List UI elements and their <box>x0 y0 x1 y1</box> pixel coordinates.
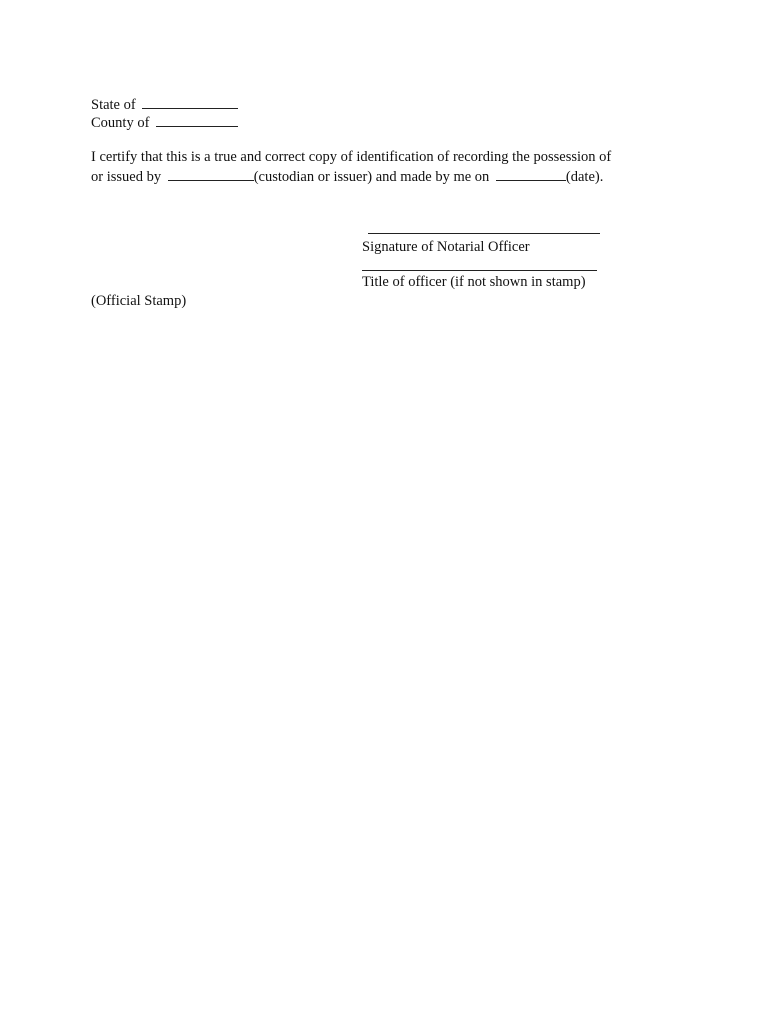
certification-line-1: I certify that this is a true and correct copy of identification of recording the possession of <box>91 149 612 165</box>
state-line <box>91 94 238 114</box>
county-line <box>91 112 238 132</box>
official-stamp-label: (Official Stamp) <box>91 293 187 309</box>
signature-label: Signature of Notarial Officer <box>362 239 530 255</box>
certification-line-2 <box>91 166 603 186</box>
date-blank-field[interactable] <box>496 166 566 181</box>
county-blank-field[interactable] <box>156 112 238 127</box>
title-line[interactable] <box>362 270 597 271</box>
title-label: Title of officer (if not shown in stamp) <box>362 274 586 290</box>
issued-by-label: or issued by <box>91 169 162 185</box>
state-label: State of <box>91 97 136 113</box>
signature-line[interactable] <box>368 233 600 234</box>
custodian-blank-field[interactable] <box>168 166 254 181</box>
county-label: County of <box>91 115 150 131</box>
date-label: (date). <box>565 169 604 185</box>
state-blank-field[interactable] <box>142 94 238 109</box>
custodian-issuer-label: (custodian or issuer) and made by me on <box>253 169 490 185</box>
